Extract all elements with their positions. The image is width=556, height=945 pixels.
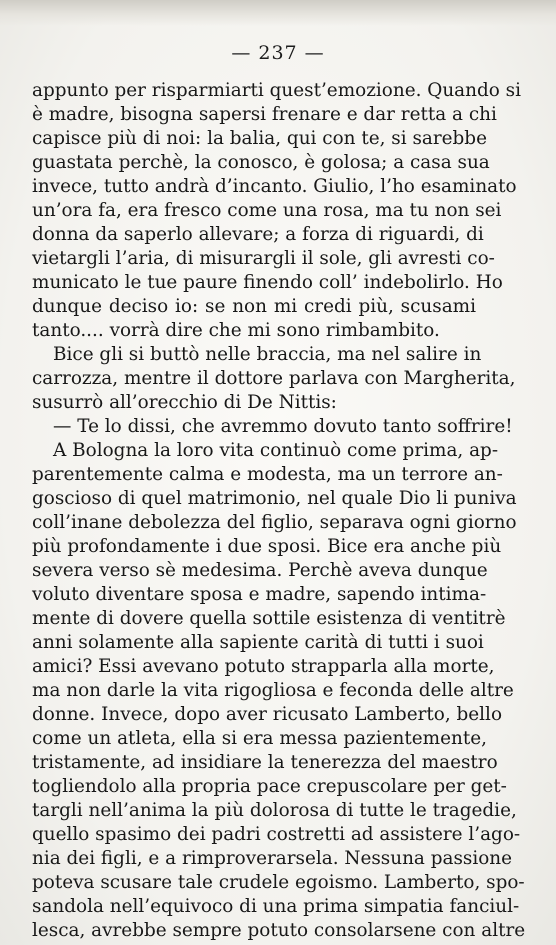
text-line: nia dei figli, e a rimproverarsela. Nessuna passione (32, 848, 513, 869)
text-line: donne. Invece, dopo aver ricusato Lamberto, bello (32, 704, 503, 725)
text-line: goscioso di quel matrimonio, nel quale Dio li puniva (32, 488, 517, 509)
text-line: dunque deciso io: se non mi credi più, scusami (32, 296, 476, 317)
text-line: è madre, bisogna sapersi frenare e dar retta a chi (32, 104, 497, 125)
text-line: appunto per risparmiarti quest’emozione. Quando si (32, 80, 522, 101)
text-line: susurrò all’orecchio di De Nittis: (32, 392, 337, 413)
text-line: togliendolo alla propria pace crepuscolare per get- (32, 776, 507, 797)
text-line: voluto diventare sposa e madre, sapendo intima- (32, 584, 487, 605)
text-line: sandola nell’equivoco di una prima simpatia fanciul- (32, 896, 520, 917)
text-line: anni solamente alla sapiente carità di tutti i suoi (32, 632, 484, 653)
text-line: capisce più di noi: la balia, qui con te, si sarebbe (32, 128, 487, 149)
text-line: invece, tutto andrà d’incanto. Giulio, l’ho esaminato (32, 176, 517, 197)
text-line: parentemente calma e modesta, ma un terrore an- (32, 464, 503, 485)
text-line: — Te lo dissi, che avremmo dovuto tanto soffrire! (53, 416, 513, 437)
text-line: più profondamente i due sposi. Bice era anche più (32, 536, 502, 557)
text-line: carrozza, mentre il dottore parlava con Margherita, (32, 368, 516, 389)
text-line: tristamente, ad insidiare la tenerezza del maestro (32, 752, 498, 773)
page-number: — 237 — (231, 42, 325, 64)
text-line: ma non darle la vita rigogliosa e feconda delle altre (32, 680, 514, 701)
text-line: come un atleta, ella si era messa pazientemente, (32, 728, 487, 749)
text-line: un’ora fa, era fresco come una rosa, ma tu non sei (32, 200, 502, 221)
text-line: vietargli l’aria, di misurargli il sole, gli avresti co- (32, 248, 495, 269)
text-line: Bice gli si buttò nelle braccia, ma nel salire in (53, 344, 482, 365)
text-line: targli nell’anima la più dolorosa di tutte le tragedie, (32, 800, 517, 821)
text-line: coll’inane debolezza del figlio, separava ogni giorno (32, 512, 517, 533)
text-line: lesca, avrebbe sempre potuto consolarsene con altre (32, 920, 526, 941)
text-line: severa verso sè medesima. Perchè aveva dunque (32, 560, 488, 581)
text-line: donna da saperlo allevare; a forza di riguardi, di (32, 224, 484, 245)
text-line: amici? Essi avevano potuto strapparla alla morte, (32, 656, 495, 677)
text-line: quello spasimo dei padri costretti ad assistere l’ago- (32, 824, 521, 845)
text-line: poteva scusare tale crudele egoismo. Lamberto, spo- (32, 872, 525, 893)
text-line: mente di dovere quella sottile esistenza di ventitrè (32, 608, 506, 629)
text-line: tanto.... vorrà dire che mi sono rimbambito. (32, 320, 440, 341)
text-line: guastata perchè, la conosco, è golosa; a casa sua (32, 152, 490, 173)
text-line: municato le tue paure finendo coll’ indebolirlo. Ho (32, 272, 503, 293)
text-line: A Bologna la loro vita continuò come prima, ap- (53, 440, 499, 461)
